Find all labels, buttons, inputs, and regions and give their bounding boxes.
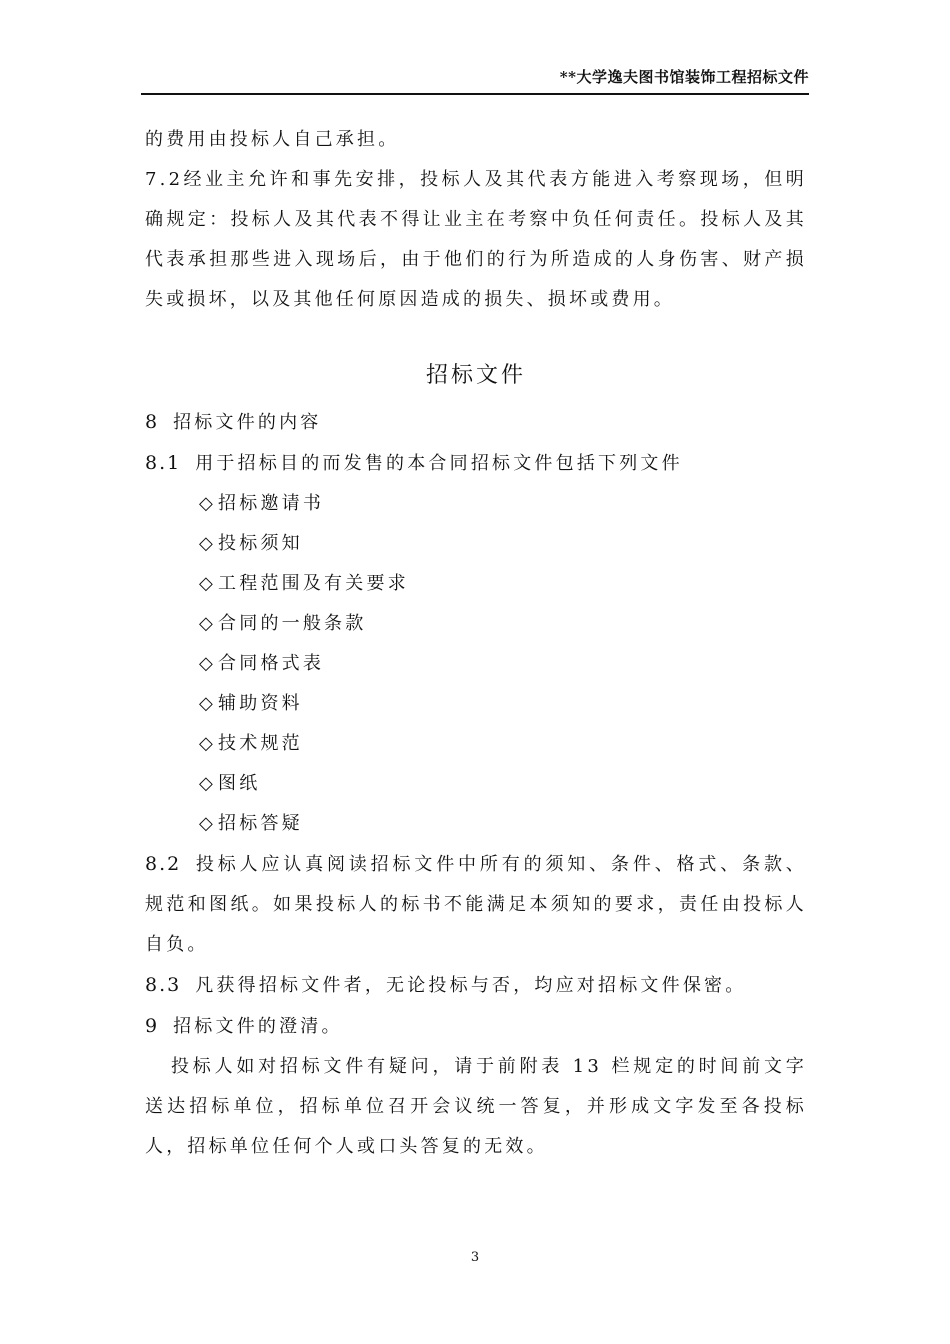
list-item: ◇ 技术规范 [199,733,303,754]
list-item: ◇ 招标答疑 [199,813,303,834]
clause-8-number: 8 [145,411,160,433]
list-item: ◇ 图纸 [199,773,261,794]
section-title: 招标文件 [425,363,526,388]
list-item: ◇ 辅助资料 [199,693,303,714]
clause-8-3 [145,965,807,1006]
clause-8-2 [145,844,807,965]
clause-8-text: 招标文件的内容 [173,412,322,433]
clause-7-2: 7.2经业主允许和事先安排，投标人及其代表方能进入考察现场，但明确规定：投标人及其代表不得让业主在考察中负任何责任。投标人及其代表承担那些进入现场后，由于他们的行为所造成的人身伤害、财产损失或损坏，以及其他任何原因造成的损失、损坏或费用。 [145,169,807,310]
clause-8-1 [145,443,807,484]
clause-8-2-number: 8.2 [145,853,182,875]
clause-8-1-number: 8.1 [145,452,182,474]
diamond-bullet-icon: ◇ [199,573,217,594]
clause-9-text: 招标文件的澄清。 [173,1016,343,1037]
diamond-bullet-icon: ◇ [199,493,217,514]
list-item: ◇ 投标须知 [199,533,303,554]
clause-8-1-text: 用于招标目的而发售的本合同招标文件包括下列文件 [195,453,683,474]
clause-8-3-number: 8.3 [145,974,182,996]
list-item: ◇ 合同的一般条款 [199,613,367,634]
diamond-bullet-icon: ◇ [199,613,217,634]
diamond-bullet-icon: ◇ [199,773,217,794]
document-title: **大学逸夫图书馆装饰工程招标文件 [559,68,809,86]
clause-8 [145,402,807,443]
clause-9-number: 9 [145,1015,160,1037]
page-header [141,66,809,95]
diamond-bullet-icon: ◇ [199,693,217,714]
page-body [145,120,807,1167]
diamond-bullet-icon: ◇ [199,733,217,754]
diamond-bullet-icon: ◇ [199,653,217,674]
page-number: 3 [470,1250,480,1265]
diamond-bullet-icon: ◇ [199,533,217,554]
list-item: ◇ 合同格式表 [199,653,325,674]
list-item: ◇ 工程范围及有关要求 [199,573,409,594]
clause-8-3-text: 凡获得招标文件者，无论投标与否，均应对招标文件保密。 [195,975,747,996]
continuation-paragraph: 的费用由投标人自己承担。 [145,129,400,150]
document-list [145,484,807,844]
clause-9-body: 投标人如对招标文件有疑问，请于前附表 13 栏规定的时间前文字送达招标单位，招标单位召开会议统一答复，并形成文字发至各投标人，招标单位任何个人或口头答复的无效。 [145,1056,807,1157]
list-item: ◇ 招标邀请书 [199,493,325,514]
clause-8-2-text: 投标人应认真阅读招标文件中所有的须知、条件、格式、条款、规范和图纸。如果投标人的标书不能满足本须知的要求，责任由投标人自负。 [145,854,807,955]
clause-9 [145,1006,807,1047]
diamond-bullet-icon: ◇ [199,813,217,834]
